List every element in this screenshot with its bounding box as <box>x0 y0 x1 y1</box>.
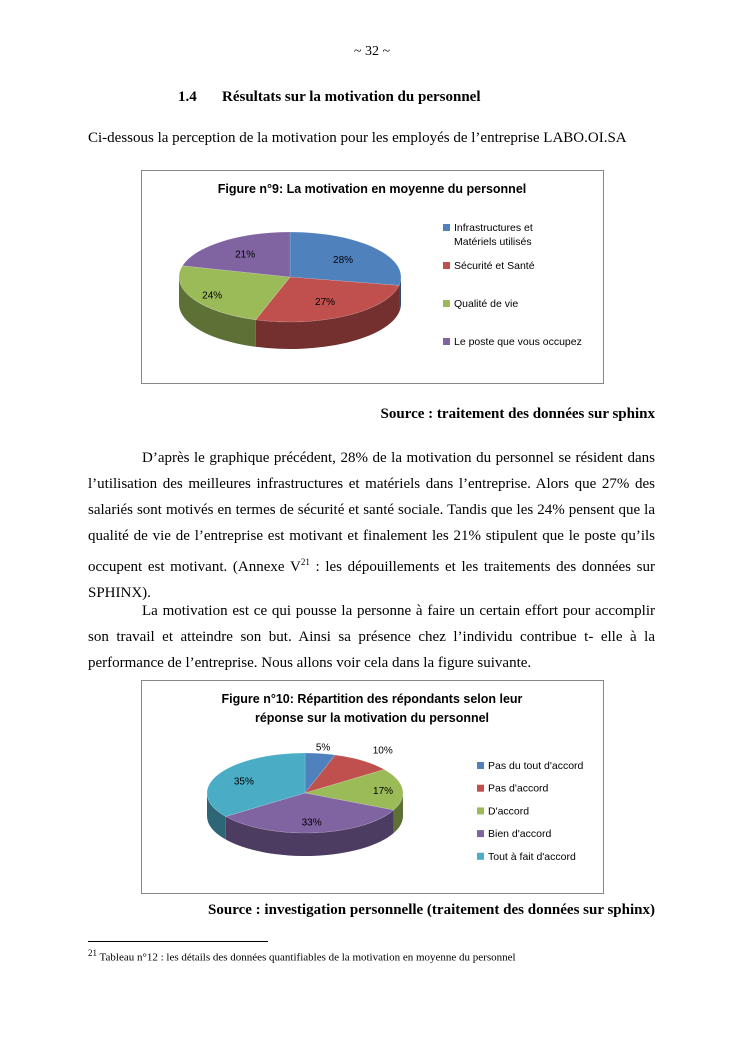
fig10-legend-swatch-1 <box>477 785 484 792</box>
footnote <box>88 948 516 964</box>
fig10-legend-swatch-2 <box>477 807 484 814</box>
fig9-legend-label-0-line1: Matériels utilisés <box>454 236 532 248</box>
fig10-data-label-3: 33% <box>301 817 322 829</box>
fig10-legend-swatch-4 <box>477 853 484 860</box>
fig10-data-label-1: 10% <box>372 745 393 757</box>
fig10-data-label-2: 17% <box>373 785 394 797</box>
figure-10-pie <box>207 742 403 856</box>
fig10-legend-label-2: D'accord <box>488 805 530 818</box>
footnote-number: 21 <box>88 948 97 958</box>
fig10-data-label-4: 35% <box>233 776 254 788</box>
section-heading <box>178 89 481 106</box>
figure-10-title-line1: Figure n°10: Répartition des répondants selon leur <box>221 692 523 706</box>
fig10-legend-label-0: Pas du tout d'accord <box>488 760 584 772</box>
intro-text: Ci-dessous la perception de la motivation pour les employés de l’entreprise LABO.OI.SA <box>88 130 627 146</box>
paragraph-1-text-b: : les dépouillements et les traitements des données sur SPHINX). <box>88 559 656 601</box>
figure-10-legend <box>477 760 584 863</box>
figure-9-chart <box>141 170 604 384</box>
figure-9-pie <box>179 232 401 349</box>
fig9-legend-swatch-0 <box>443 224 450 231</box>
fig9-legend-swatch-3 <box>443 338 450 345</box>
fig10-legend-label-4: Tout à fait d'accord <box>488 850 576 863</box>
fig9-data-label-0: 28% <box>333 255 354 267</box>
fig9-data-label-3: 21% <box>235 249 256 261</box>
fig9-legend-label-0: Infrastructures et <box>454 222 533 234</box>
source-2: Source : investigation personnelle (traitement des données sur sphinx) <box>208 902 655 918</box>
figure-10-chart <box>141 680 604 894</box>
fig9-legend-label-3: Le poste que vous occupez <box>454 336 582 348</box>
fig9-legend-swatch-1 <box>443 262 450 269</box>
section-number: 1.4 <box>178 89 197 105</box>
figure-10-svg <box>142 681 603 893</box>
paragraph-1 <box>88 445 655 606</box>
figure-9-svg <box>142 171 603 383</box>
footnote-ref[interactable]: 21 <box>300 557 310 567</box>
figure-10-title-line2: réponse sur la motivation du personnel <box>254 711 490 725</box>
fig10-legend-swatch-3 <box>477 830 484 837</box>
footnote-separator <box>88 941 268 942</box>
figure-9-legend <box>443 222 582 348</box>
figure-9-title: Figure n°9: La motivation en moyenne du personnel <box>217 182 527 196</box>
fig10-data-label-0: 5% <box>315 742 331 754</box>
fig9-legend-swatch-2 <box>443 300 450 307</box>
fig9-data-label-2: 24% <box>202 290 223 302</box>
paragraph-2: La motivation est ce qui pousse la personne à faire un certain effort pour accomplir son travail et atteindre son but. Ainsi sa présence chez l’individu contribue t- elle à la performance de l’entreprise. Nous allons voir cela dans la figure suivante. <box>88 603 655 671</box>
fig10-legend-label-1: Pas d'accord <box>488 782 549 795</box>
fig9-legend-label-1: Sécurité et Santé <box>454 260 535 272</box>
figure-10-title <box>222 692 523 725</box>
fig9-legend-label-2: Qualité de vie <box>454 298 519 310</box>
fig10-legend-swatch-0 <box>477 762 484 769</box>
paragraph-1-text-a: D’après le graphique précédent, 28% de la motivation du personnel se résident dans l’utilisation des meilleures infrastructures et matériels dans l’entreprise. Alors que 27% des salariés sont motivés en termes de sécurité et santé sociale. Tandis que les 24% pensent que la qualité de vie de l’entreprise est motivant et finalement les 21% stipulent que le poste qu’ils occupent est motivant. (Annexe V <box>88 450 655 575</box>
footnote-text: Tableau n°12 : les détails des données quantifiables de la motivation en moyenne du personnel <box>97 951 516 964</box>
fig9-data-label-1: 27% <box>315 297 336 309</box>
fig10-legend-label-3: Bien d'accord <box>488 828 552 841</box>
section-title: Résultats sur la motivation du personnel <box>222 89 481 105</box>
page-number: ~ 32 ~ <box>353 44 391 59</box>
source-1: Source : traitement des données sur sphinx <box>380 406 655 422</box>
